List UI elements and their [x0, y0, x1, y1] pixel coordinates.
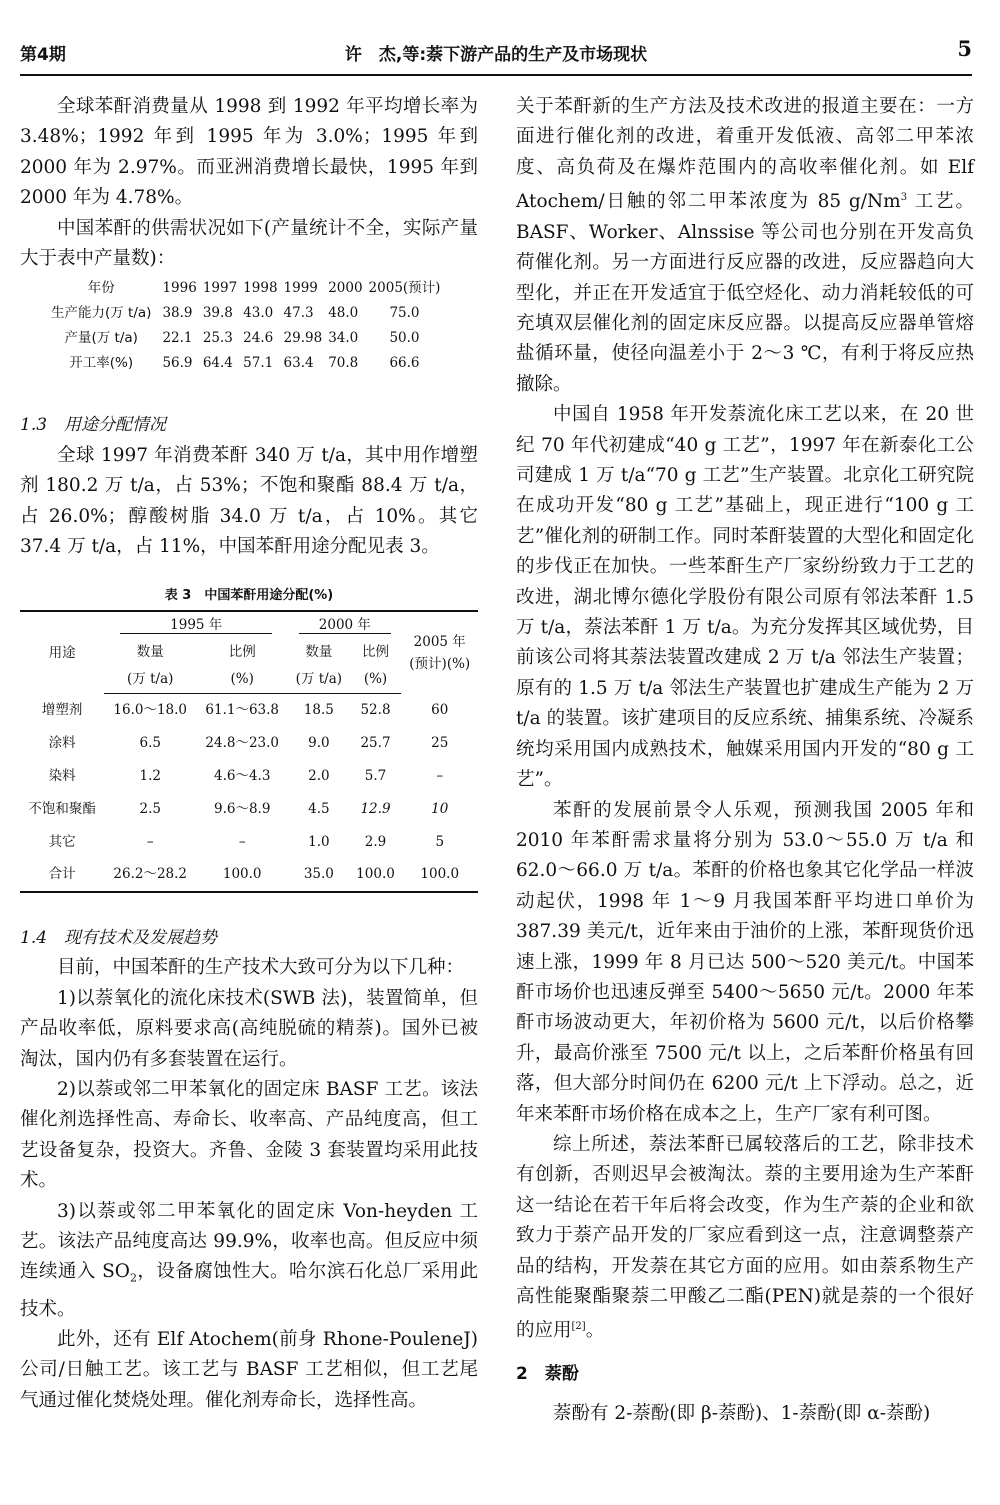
- paragraph: 苯酐的发展前景令人乐观，预测我国 2005 年和 2010 年苯酐需求量将分别为 53.0～55.0 万 t/a 和 62.0～66.0 万 t/a。苯酐的价格也象其它化学品一样波动起伏，1998 年 1～9 月我国苯酐平均进口单价为 387.39 美元/t，近年来由于油价的上涨，苯酐现货价迅速上涨，1999 年 8 月已达 500～520 美元/t。中国苯酐市场价也迅速反弹至 5400～5650 元/t。2000 年苯酐市场波动更大，年初价格为 5600 元/t，以后价格攀升，最高价涨至 7500 元/t 以上，之后苯酐价格虽有回落，但大部分时间仍在 6200 元/t 上下浮动。总之，近年来苯酐市场价格在成本之上，生产厂家有利可图。: [516, 799, 974, 1125]
- paragraph: 全球苯酐消费量从 1998 到 1992 年平均增长率为 3.48%；1992 年到 1995 年为 3.0%；1995 年到 2000 年为 2.97%。而亚洲消费增长最快，1995 年到 2000 年为 4.78%。: [20, 96, 478, 209]
- table-cell: 43.0: [243, 305, 274, 322]
- table-cell: 38.9: [162, 305, 193, 322]
- table-cell: 12.9: [360, 800, 391, 817]
- table-cell: 100.0: [350, 859, 402, 892]
- paragraph: 萘酚有 2-萘酚(即 β-萘酚)、1-萘酚(即 α-萘酚): [553, 1403, 931, 1425]
- usage-table: [20, 610, 478, 893]
- table-header-cell: 2005 年: [413, 634, 466, 651]
- table-row: [20, 859, 478, 892]
- table-cell: 24.6: [243, 330, 274, 347]
- table-cell: 涂料: [48, 734, 76, 751]
- table-cell: 64.4: [202, 355, 233, 372]
- paragraph: 综上所述，萘法苯酐已属较落后的工艺，除非技术有创新，否则迟早会被淘汰。萘的主要用途为生产苯酐这一结论在若干年后将会改变，作为生产萘的企业和欲致力于萘产品开发的厂家应看到这一点，注意调整萘产品的结构，开发萘在其它方面的应用。如由萘系物生产高性能聚酯聚萘二甲酸乙二酯(PEN)就是萘的一个很好的应用[2]。: [516, 1133, 974, 1342]
- table-row: [20, 826, 478, 859]
- table-cell: 10: [431, 800, 449, 817]
- table-cell: 5: [435, 833, 445, 850]
- table-cell: 合计: [20, 859, 104, 892]
- section-heading: 2 萘酚: [516, 1363, 579, 1384]
- table-caption: 表 3 中国苯酐用途分配(%): [164, 588, 334, 604]
- table-cell: 1997: [202, 280, 238, 297]
- table-header-cell: 数量: [136, 644, 164, 661]
- table-cell: 其它: [48, 833, 76, 850]
- table-cell: 染料: [48, 767, 76, 784]
- table-cell: 35.0: [288, 859, 349, 892]
- table-cell: 9.6～8.9: [213, 800, 271, 817]
- table-cell: 4.6～4.3: [213, 767, 271, 784]
- table-cell: 100.0: [401, 859, 478, 892]
- table-cell: 6.5: [139, 734, 161, 751]
- table-header-cell: 比例: [228, 644, 256, 661]
- table-cell: 61.1～63.8: [205, 702, 280, 719]
- left-column: [20, 92, 478, 1416]
- table-cell: 产量(万 t/a): [64, 330, 138, 347]
- table-header-cell: (预计)(%): [409, 656, 471, 673]
- table-cell: 70.8: [328, 355, 359, 372]
- section-heading: 1.4 现有技术及发展趋势: [20, 927, 218, 948]
- table-header-cell: 1995 年: [120, 617, 272, 634]
- supply-table: [48, 276, 443, 376]
- table-cell: 2.5: [139, 800, 161, 817]
- paragraph: 2)以萘或邻二甲苯氧化的固定床 BASF 工艺。该法催化剂选择性高、寿命长、收率高、产品纯度高，但工艺设备复杂，投资大。齐鲁、金陵 3 套装置均采用此技术。: [20, 1079, 478, 1192]
- paragraph: 此外，还有 Elf Atochem(前身 Rhone-PouleneJ)公司/日触工艺。该工艺与 BASF 工艺相似，但工艺尾气通过催化焚烧处理。催化剂寿命长，选择性高。: [20, 1328, 478, 1411]
- table-cell: 60: [431, 701, 449, 718]
- paragraph: 关于苯酐新的生产方法及技术改进的报道主要在：一方面进行催化剂的改进，着重开发低液、高邻二甲苯浓度、高负荷及在爆炸范围内的高收率催化剂。如 Elf Atochem/日触的邻二甲苯浓度为 85 g/Nm$^3$ 工艺。BASF、Worker、Alnssise 等公司也分别在开发高负荷催化剂。另一方面进行反应器的改进，反应器趋向大型化，并正在开发适宜于低空烃化、动力消耗较低的可充填双层催化剂的固定床反应器。以提高反应器单管熔盐循环量，使径向温差小于 2～3 ℃，有利于将反应热撤除。: [516, 96, 974, 395]
- table-cell: 25: [431, 734, 449, 751]
- table-cell: 25.3: [202, 330, 233, 347]
- table-row: [48, 326, 443, 351]
- table-row: [20, 760, 478, 793]
- table-header-cell: (%): [350, 666, 402, 694]
- paragraph: 全球 1997 年消费苯酐 340 万 t/a，其中用作增塑剂 180.2 万 t/a，占 53%；不饱和聚酯 88.4 万 t/a，占 26.0%；醇酸树脂 34.0 万 t/a，占 10%。其它 37.4 万 t/a，占 11%，中国苯酐用途分配见表 3。: [20, 444, 478, 558]
- paragraph: 1)以萘氧化的流化床技术(SWB 法)，装置简单，但产品收率低，原料要求高(高纯脱硫的精萘)。国外已被淘汰，国内仍有多套装置在运行。: [20, 987, 478, 1070]
- table-cell: 增塑剂: [41, 701, 83, 718]
- table-cell: 22.1: [162, 330, 193, 347]
- issue-label: 第4期: [20, 45, 66, 65]
- page-number: 5: [957, 36, 972, 61]
- table-cell: 1996: [162, 280, 197, 297]
- table-header-row: [20, 611, 478, 639]
- paragraph: 中国苯酐的供需状况如下(产量统计不全，实际产量大于表中产量数)：: [20, 217, 478, 270]
- table-cell: 39.8: [202, 305, 233, 322]
- table-row: [48, 301, 443, 326]
- table-header-cell: (万 t/a): [104, 666, 196, 694]
- table-row: [20, 727, 478, 760]
- table-cell: 4.5: [308, 800, 330, 817]
- table-cell: 2005(预计): [368, 280, 441, 297]
- paragraph: 目前，中国苯酐的生产技术大致可分为以下几种：: [57, 957, 465, 979]
- table-cell: 16.0～18.0: [113, 702, 188, 719]
- table-cell: 1998: [243, 280, 278, 297]
- table-cell: –: [436, 767, 444, 784]
- table-cell: 29.98: [283, 330, 323, 347]
- table-row: [20, 694, 478, 727]
- table-cell: 2000: [328, 280, 363, 297]
- running-header: [20, 34, 972, 76]
- table-cell: 25.7: [360, 734, 391, 751]
- table-cell: 1.2: [139, 767, 161, 784]
- table-header-cell: 用途: [20, 611, 104, 694]
- table-cell: 66.6: [389, 355, 420, 372]
- table-header-cell: 2000 年: [299, 617, 391, 634]
- right-column: [516, 92, 974, 1430]
- table-cell: 57.1: [243, 355, 274, 372]
- table-cell: 9.0: [308, 734, 330, 751]
- table-cell: 34.0: [328, 330, 359, 347]
- table-cell: 63.4: [283, 355, 314, 372]
- table-cell: 不饱和聚酯: [28, 800, 96, 817]
- table-header-cell: (%): [196, 666, 288, 694]
- table-cell: 100.0: [196, 859, 288, 892]
- table-header-cell: 数量: [305, 644, 333, 661]
- table-cell: –: [146, 833, 154, 850]
- table-cell: 56.9: [162, 355, 193, 372]
- table-cell: 2.0: [308, 767, 330, 784]
- table-cell: 47.3: [283, 305, 314, 322]
- table-cell: 年份: [87, 280, 115, 297]
- table-cell: 24.8～23.0: [205, 734, 280, 751]
- table-cell: 开工率(%): [69, 355, 134, 372]
- table-cell: 生产能力(万 t/a): [51, 305, 152, 322]
- paragraph: 3)以萘或邻二甲苯氧化的固定床 Von-heyden 工艺。该法产品纯度高达 99.9%，收率也高。但反应中须连续通入 $SO_2$，设备腐蚀性大。哈尔滨石化总厂采用此技术。: [20, 1200, 478, 1320]
- section-heading: 1.3 用途分配情况: [20, 415, 167, 436]
- table-row: [48, 276, 443, 301]
- table-cell: 1.0: [308, 833, 330, 850]
- table-row: [20, 793, 478, 826]
- table-header-cell: 比例: [362, 644, 389, 661]
- running-title: 许 杰,等:萘下游产品的生产及市场现状: [344, 45, 648, 65]
- table-cell: 50.0: [389, 330, 420, 347]
- table-cell: 18.5: [303, 702, 334, 719]
- table-cell: 5.7: [364, 767, 387, 784]
- table-cell: 26.2～28.2: [104, 859, 196, 892]
- table-cell: 2.9: [364, 833, 387, 850]
- table-cell: 52.8: [360, 702, 391, 719]
- paragraph: 中国自 1958 年开发萘流化床工艺以来，在 20 世纪 70 年代初建成“40 g 工艺”，1997 年在新泰化工公司建成 1 万 t/a“70 g 工艺”生产装置。北京化工研究院在成功开发“80 g 工艺”基础上，现正进行“100 g 工艺”催化剂的研制工作。同时苯酐装置的大型化和固定化的步伐正在加快。一些苯酐生产厂家纷纷致力于工艺的改进，湖北博尔德化学股份有限公司原有邻法苯酐 1.5 万 t/a，萘法苯酐 1 万 t/a。为充分发挥其区域优势，目前该公司将其萘法装置改建成 2 万 t/a 邻法生产装置；原有的 1.5 万 t/a 邻法生产装置也扩建成生产能为 2 万 t/a 的装置。该扩建项目的反应系统、捕集系统、冷凝系统均采用国内成熟技术，触媒采用国内开发的“80 g 工艺”。: [516, 404, 974, 791]
- table-cell: –: [238, 833, 246, 850]
- table-cell: 1999: [283, 280, 318, 297]
- table-cell: 75.0: [389, 305, 420, 322]
- table-header-cell: (万 t/a): [288, 666, 349, 694]
- table-row: [48, 351, 443, 376]
- table-cell: 48.0: [328, 305, 359, 322]
